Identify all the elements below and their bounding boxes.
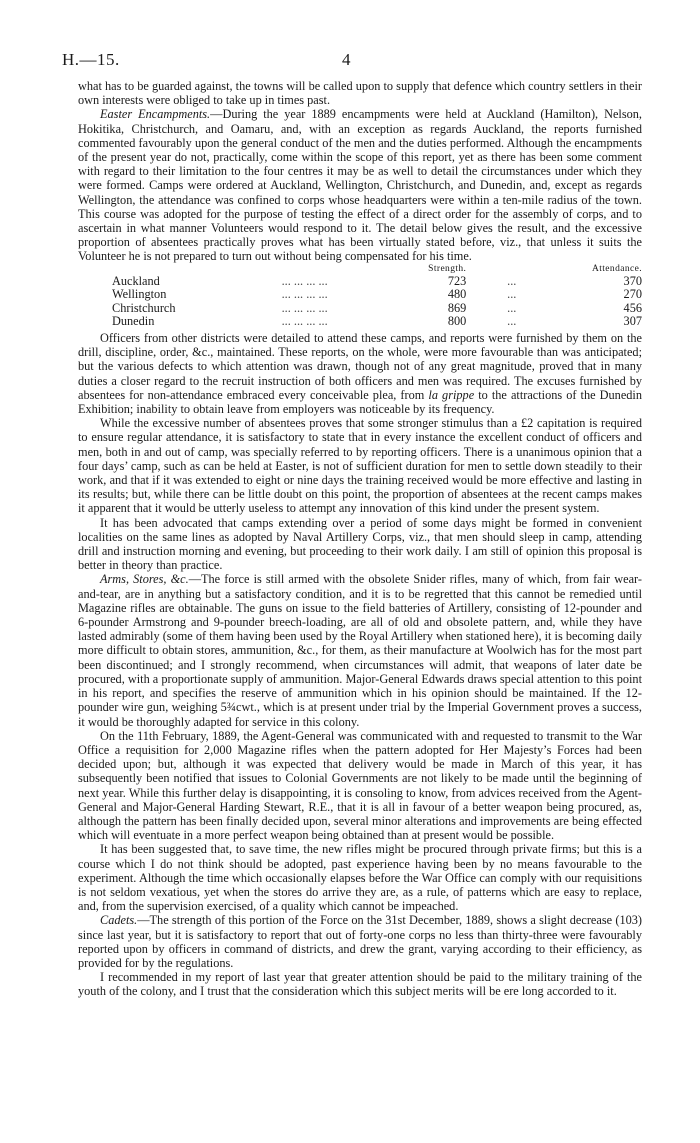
table-header-row (112, 264, 642, 275)
paragraph-text: —The strength of this portion of the Force on the 31st December, 1889, shows a slight decrease (103) since last year, but it is satisfactory to report that out of forty-one corps no less than thirty-three were favourably reported upon by officers in command of districts, and drew the grant, varying according to their efficiency, as provided for by the regulations. (78, 913, 642, 970)
section-heading-arms-stores: Arms, Stores, &c. (100, 572, 189, 587)
strength-value: 800 (447, 314, 467, 329)
document-reference: H.—15. (62, 50, 120, 69)
paragraph-private-firms: It has been suggested that, to save time, the new rifles might be procured through private firms; but this is a course which I do not think should be adopted, past experience having been by no means favourable to the experiment. Although the time which occasionally elapses before the War Office can comply with our requisitions is not seldom vexatious, yet when the stores do arrive they are, as a rule, of patterns which are easy to replace, and, from the supervision exercised, of a quality which cannot be impeached. (78, 842, 642, 914)
document-body (78, 79, 642, 999)
leader-dots: ... (507, 300, 517, 315)
strength-value: 723 (447, 273, 467, 288)
paragraph-officers-reports (78, 331, 642, 416)
leader-dots: ... (507, 314, 517, 329)
place-name: Christchurch (112, 300, 176, 315)
place-name: Wellington (112, 287, 167, 302)
section-heading-easter-encampments: Easter Encampments. (100, 107, 211, 122)
paragraph-text: Officers from other districts were detailed to attend these camps, and reports were furnished by them on the drill, discipline, order, &c., maintained. These reports, on the whole, were more favourable than was anticipated; but the various defects to which attention was drawn, though not of any great magnitude, proved that in many duties a closer regard to the recruit instruction of both officers and men was required. The excuses furnished by absentees for non-attendance embraced every conceivable plea, from (78, 331, 642, 402)
italic-phrase: la grippe (428, 387, 475, 402)
leader-dots: ... (507, 273, 517, 288)
leader-dots: ... ... ... ... (281, 314, 328, 329)
place-name: Dunedin (112, 314, 155, 329)
paragraph-text: —During the year 1889 encampments were held at Auckland (Hamilton), Nelson, Hokitika, Christchurch, and Oamaru, and, with an exception as regards Auckland, the reports furnished commented favourably upon the general conduct of the men and the duties performed. Although the encampments of the present year do not, practically, come within the scope of this report, yet as there has been some comment with regard to their limitation to the four centres it may be as well to detail the circumstances under which they were formed. Camps were ordered at Auckland, Wellington, Christchurch, and Dunedin, and, except as regards Wellington, the attendance was confined to corps whose headquarters were within a ten-mile radius of the town. This course was adopted for the purpose of testing the effect of a direct order for the assembly of corps, and to ascertain in what manner Volunteers would respond to it. The detail below gives the result, and the excessive proportion of absentees practically proves what has been virtually stated before, viz., that unless it suits the Volunteer he is not prepared to turn out without being compensated for his time. (78, 107, 642, 264)
table-row (112, 315, 642, 329)
strength-value: 869 (447, 300, 467, 315)
strength-value: 480 (447, 287, 467, 302)
place-name: Auckland (112, 273, 160, 288)
table-row (112, 302, 642, 316)
attendance-value: 270 (623, 287, 642, 302)
table-row (112, 288, 642, 302)
table-row (112, 275, 642, 289)
encampment-table (112, 264, 642, 329)
paragraph-arms-stores (78, 572, 642, 728)
page-number: 4 (342, 50, 351, 69)
attendance-value: 370 (623, 273, 642, 288)
paragraph-absentees: While the excessive number of absentees proves that some stronger stimulus than a £2 capitation is required to ensure regular attendance, it is satisfactory to state that in every instance the excellent conduct of officers and men, both in and out of camp, was specially referred to by reporting officers. There is a unanimous opinion that a four days’ camp, such as can be held at Easter, is not of sufficient duration for men to settle down steadily to their work, and that if it was extended to eight or nine days the training received would be more effective and lasting in its results; but, while there can be little doubt on this point, the proportion of absentees at the recent camps makes it apparent that it would be utterly useless to attempt any innovation of this kind under the present system. (78, 416, 642, 516)
paragraph-text: to the attractions of the Dunedin Exhibition; inability to obtain leave from employers was noticeable by its frequency. (78, 387, 642, 417)
leader-dots: ... ... ... ... (281, 287, 328, 302)
paragraph-camp-proposal: It has been advocated that camps extending over a period of some days might be formed in convenient localities on the same lines as adopted by Naval Artillery Corps, viz., that men should sleep in camp, attending drill and instruction morning and evening, but proceeding to their work daily. I am still of opinion this proposal is better in theory than practice. (78, 515, 642, 573)
paragraph-continuation: what has to be guarded against, the towns will be called upon to supply that defence which country settlers in their own interests were obliged to take up in times past. (78, 79, 642, 108)
leader-dots: ... ... ... ... (281, 300, 328, 315)
leader-dots: ... (507, 287, 517, 302)
attendance-value: 307 (623, 314, 642, 329)
attendance-value: 456 (623, 300, 642, 315)
column-header-attendance: Attendance. (591, 263, 642, 274)
paragraph-easter-encampments (78, 107, 642, 263)
leader-dots: ... ... ... ... (281, 273, 328, 288)
paragraph-cadets (78, 913, 642, 970)
paragraph-military-training: I recommended in my report of last year that greater attention should be paid to the military training of the youth of the colony, and I trust that the consideration which this subject merits will be ere long accorded to it. (78, 970, 642, 999)
paragraph-magazine-rifles: On the 11th February, 1889, the Agent-General was communicated with and requested to transmit to the War Office a requisition for 2,000 Magazine rifles when the pattern adopted for Her Majesty’s Forces had been decided upon; but, although it was expected that delivery would be made in March of this year, it has subsequently been notified that issues to Colonial Governments are not likely to be made until the beginning of next year. While this further delay is disappointing, it is consoling to know, from advices received from the Agent-General and Major-General Harding Stewart, R.E., that it is all in favour of a better weapon being procured, as, although the pattern has been finally decided upon, several minor alterations and improvements are being effected which will eventuate in a more perfect weapon being obtained than at present would be possible. (78, 728, 642, 843)
section-heading-cadets: Cadets. (100, 913, 138, 928)
page-header (62, 50, 642, 72)
column-header-strength: Strength. (428, 263, 467, 274)
paragraph-text: —The force is still armed with the obsolete Snider rifles, many of which, from fair wear-and-tear, are in anything but a satisfactory condition, and it is to be regretted that this cannot be remedied until Magazine rifles are obtainable. The guns on issue to the field batteries of Artillery, consisting of 12-pounder and 6-pounder Armstrong and 9-pounder breech-loading, are all of old and obsolete pattern, and, while they have lasted admirably (some of them having been used by the Royal Artillery when stationed here), it is becoming daily more difficult to obtain stores, ammunition, &c., for them, as their manufacture at Woolwich has for the most part been discontinued; and I strongly recommend, when circumstances will admit, that weapons of later date be procured, with a proportionate supply of ammunition. Major-General Edwards draws special attention to this point in his report, and specifies the reserve of ammunition which in his opinion should be maintained. If the 12-pounder wire gun, weighing 5¾cwt., which is at present under trial by the Imperial Government proves a success, it would be thoroughly adapted for service in this colony. (78, 572, 642, 729)
